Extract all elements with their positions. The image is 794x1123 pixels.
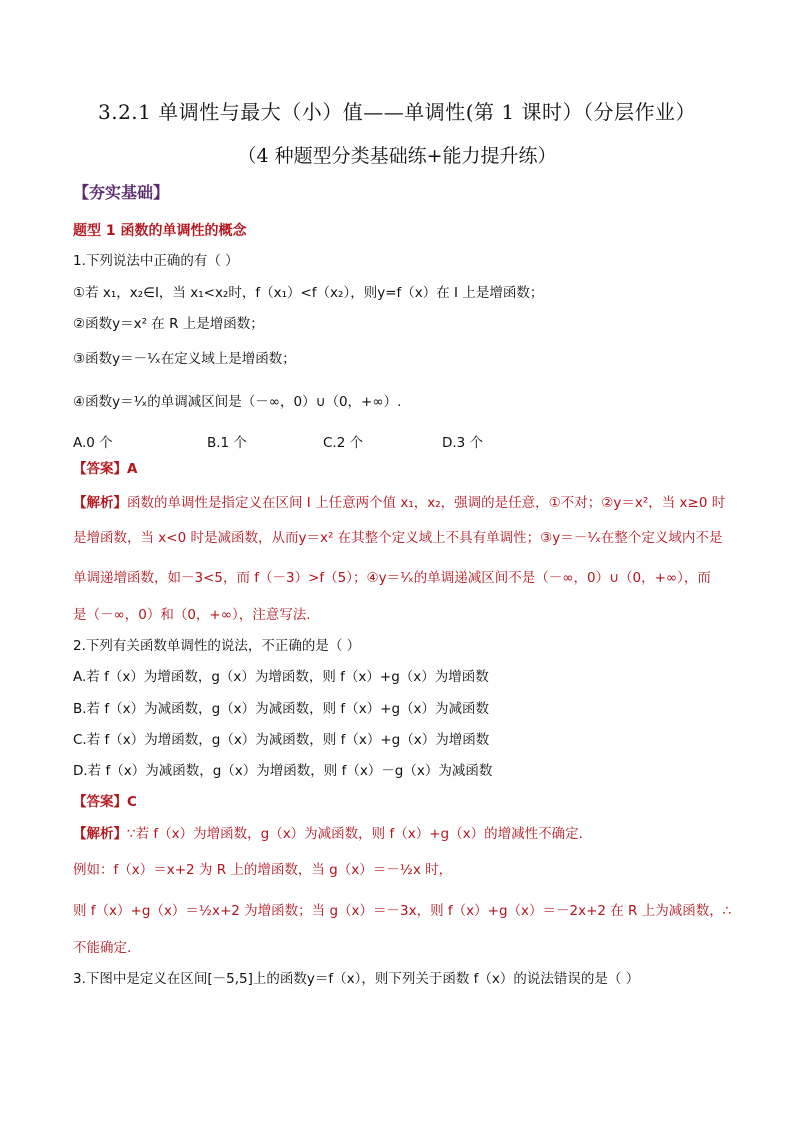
q2-analysis-line-2: 例如：f（x）＝x+2 为 R 上的增函数，当 g（x）＝－½x 时， xyxy=(73,862,453,878)
q1-analysis-line-1 xyxy=(73,497,725,511)
analysis-label: 【解析】 xyxy=(73,826,127,842)
q2-answer xyxy=(73,796,137,810)
topic-heading: 题型 1 函数的单调性的概念 xyxy=(73,223,247,239)
analysis-text: ∵若 f（x）为增函数，g（x）为减函数，则 f（x）+g（x）的增减性不确定. xyxy=(127,826,583,842)
q1-statement-3: ③函数y＝－¹⁄ₓ在定义域上是增函数； xyxy=(73,351,296,367)
answer-label: 【答案】 xyxy=(73,461,127,477)
analysis-text: 函数的单调性是指定义在区间 I 上任意两个值 x₁，x₂，强调的是任意，①不对；②y＝x²，当 x≥0 时 xyxy=(127,495,726,511)
q1-option-a: A.0 个 xyxy=(73,435,113,451)
section-label: 【夯实基础】 xyxy=(73,183,170,202)
q2-option-b: B.若 f（x）为减函数，g（x）为减函数，则 f（x）+g（x）为减函数 xyxy=(73,701,490,717)
q1-option-b: B.1 个 xyxy=(207,435,247,451)
q2-option-c: C.若 f（x）为增函数，g（x）为减函数，则 f（x）+g（x）为增函数 xyxy=(73,732,490,748)
q1-analysis-line-2: 是增函数，当 x<0 时是减函数，从而y＝x² 在其整个定义域上不具有单调性；③y＝－¹⁄ₓ在整个定义域内不是 xyxy=(73,530,723,546)
q1-option-c: C.2 个 xyxy=(323,435,364,451)
q2-option-a: A.若 f（x）为增函数，g（x）为增函数，则 f（x）+g（x）为增函数 xyxy=(73,669,489,685)
q1-stem: 1.下列说法中正确的有（ ） xyxy=(73,253,239,269)
page-title: 3.2.1 单调性与最大（小）值——单调性(第 1 课时）（分层作业） xyxy=(98,100,696,124)
q2-stem: 2.下列有关函数单调性的说法，不正确的是（ ） xyxy=(73,638,361,654)
q1-option-d: D.3 个 xyxy=(442,435,484,451)
q1-analysis-line-3: 单调递增函数，如－3<5，而 f（－3）>f（5）；④y＝¹⁄ₓ的单调递减区间不是（－∞，0）∪（0，+∞），而 xyxy=(73,570,711,586)
q1-statement-2: ②函数y＝x² 在 R 上是增函数； xyxy=(73,316,264,332)
q1-answer xyxy=(73,463,137,477)
answer-label: 【答案】 xyxy=(73,794,127,810)
answer-value: C xyxy=(127,794,137,810)
answer-value: A xyxy=(127,461,138,477)
q2-option-d: D.若 f（x）为减函数，g（x）为增函数，则 f（x）－g（x）为减函数 xyxy=(73,763,493,779)
q2-analysis-line-3: 则 f（x）+g（x）＝½x+2 为增函数；当 g（x）＝－3x，则 f（x）+g（x）＝－2x+2 在 R 上为减函数，∴ xyxy=(73,903,732,919)
page-subtitle: （4 种题型分类基础练+能力提升练） xyxy=(237,145,557,167)
q1-analysis-line-4: 是（－∞，0）和（0，+∞），注意写法. xyxy=(73,607,311,623)
q3-stem: 3.下图中是定义在区间[－5,5]上的函数y＝f（x），则下列关于函数 f（x）的说法错误的是（ ） xyxy=(73,971,640,987)
q2-analysis-line-4: 不能确定. xyxy=(73,940,132,956)
analysis-label: 【解析】 xyxy=(73,495,127,511)
q1-statement-1: ①若 x₁，x₂∈I，当 x₁<x₂时，f（x₁）<f（x₂），则y=f（x）在 I 上是增函数； xyxy=(73,285,544,301)
q1-statement-4: ④函数y＝¹⁄ₓ的单调减区间是（－∞，0）∪（0，+∞）. xyxy=(73,394,402,410)
q2-analysis-line-1 xyxy=(73,828,583,842)
